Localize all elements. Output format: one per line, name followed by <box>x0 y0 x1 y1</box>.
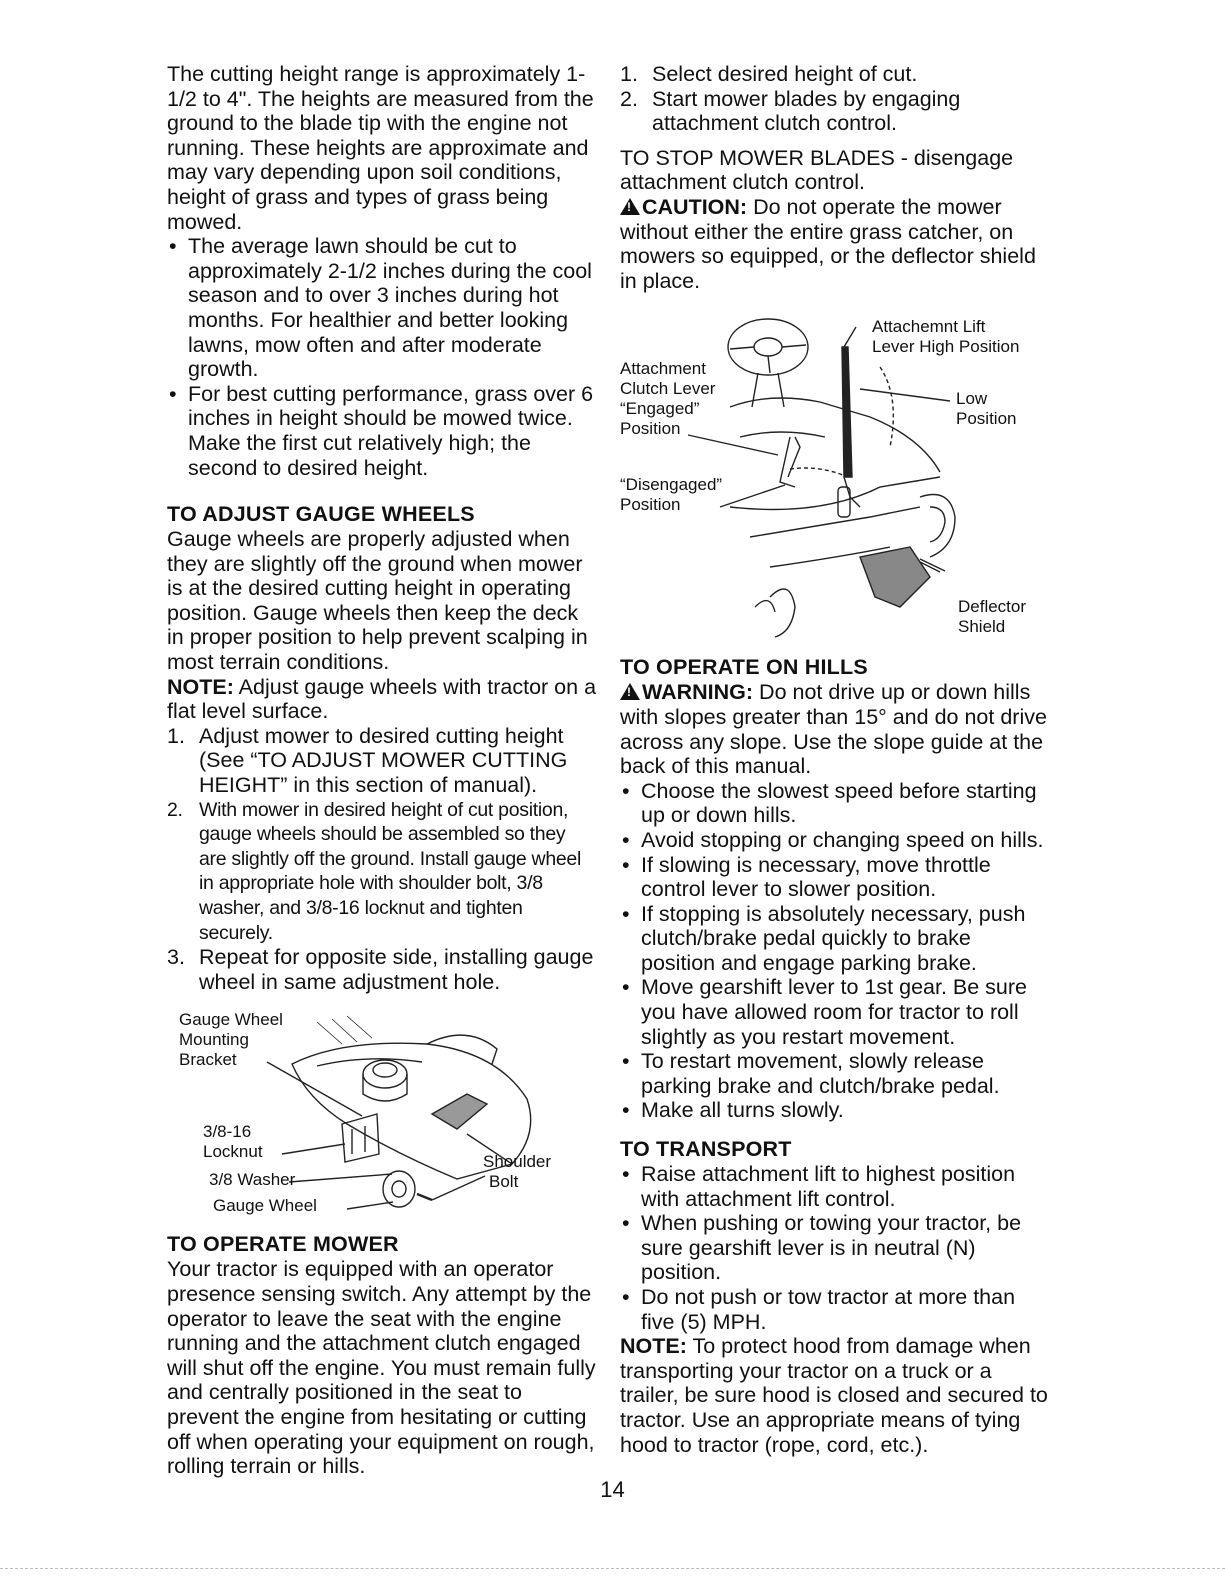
note-label: NOTE: <box>167 674 234 699</box>
hills-list <box>620 779 1050 1123</box>
gauge-wheel-label: Gauge Wheel <box>213 1196 317 1216</box>
step-text: Select desired height of cut. <box>652 62 918 86</box>
list-item: • Make all turns slowly. <box>620 1098 1050 1123</box>
clutch-lever-label: Clutch Lever <box>620 379 716 399</box>
step-text: Adjust mower to desired cutting height (See “TO ADJUST MOWER CUTTING HEIGHT” in this section of manual). <box>199 723 568 798</box>
gauge-note <box>167 675 597 724</box>
warning-label: WARNING: <box>642 680 754 705</box>
low-position-label: Position <box>956 409 1017 429</box>
operate-mower-text: Your tractor is equipped with an operator presence sensing switch. Any attempt by the operator to leave the seat with the engine running and the attachment clutch engaged will shut off the engine. You must remain fully and centrally positioned in the seat to prevent the engine from hesitating or cutting off when operating your equipment on rough, rolling terrain or hills. <box>167 1257 596 1479</box>
tractor-figure <box>620 307 1050 647</box>
list-item <box>620 62 1050 87</box>
disengaged-position-label: Position <box>620 495 681 515</box>
list-item <box>167 724 597 798</box>
bottom-divider <box>0 1568 1225 1569</box>
transport-note <box>620 1334 1050 1457</box>
clutch-lever-label: “Engaged” <box>620 399 700 419</box>
cutting-tips-list <box>167 234 597 480</box>
deflector-shield-label: Deflector <box>958 597 1027 617</box>
list-item: • Avoid stopping or changing speed on hills. <box>620 828 1050 853</box>
note-text: Adjust gauge wheels with tractor on a flat level surface. <box>167 674 597 724</box>
shoulder-bolt-label: Bolt <box>489 1172 519 1192</box>
step-number: 1. <box>620 62 638 86</box>
shoulder-bolt-label: Shoulder <box>483 1152 552 1172</box>
transport-heading: TO TRANSPORT <box>620 1137 792 1162</box>
list-item: • Raise attachment lift to highest position with attachment lift control. <box>620 1162 1050 1211</box>
hills-heading: TO OPERATE ON HILLS <box>620 655 868 680</box>
deflector-shield-label: Shield <box>958 617 1006 637</box>
low-position-label: Low <box>956 389 988 409</box>
step-number: 3. <box>167 945 185 970</box>
cutting-height-intro: The cutting height range is approximately 1-1/2 to 4". The heights are measured from the ground to the blade tip with the engine not running. These heights are approximate and may vary depending upon soil conditions, height of grass and types of grass being mowed. <box>167 62 594 234</box>
list-item: • Do not push or tow tractor at more than five (5) MPH. <box>620 1285 1050 1334</box>
gauge-steps-list <box>167 724 597 995</box>
step-number: 2. <box>620 86 638 111</box>
list-item <box>167 945 597 994</box>
gauge-wheel-figure <box>167 1004 597 1226</box>
disengaged-position-label: “Disengaged” <box>620 475 723 495</box>
stop-blades-text: TO STOP MOWER BLADES - disengage attachment clutch control. <box>620 145 1014 195</box>
gauge-wheels-text: Gauge wheels are properly adjusted when they are slightly off the ground when mower is at the desired cutting height in operating position. Gauge wheels then keep the deck in proper position to help prevent scalping in most terrain conditions. <box>167 527 588 675</box>
right-column <box>620 62 1050 1457</box>
list-item <box>167 798 597 946</box>
gauge-wheel-bracket-label: Gauge Wheel <box>179 1010 283 1030</box>
note-text: To protect hood from damage when transporting your tractor on a truck or a trailer, be sure hood is closed and secured to tractor. Use an appropriate means of tying hood to tractor (rope, cord, etc.). <box>620 1334 1048 1457</box>
step-text: With mower in desired height of cut position, gauge wheels should be assembled so they are slightly off the ground. Install gauge wheel in appropriate hole with shoulder bolt, 3/8 washer, and 3/8-16 locknut and tighten securely. <box>199 798 581 944</box>
gauge-wheel-bracket-label: Mounting <box>179 1030 249 1050</box>
gauge-wheel-bracket-label: Bracket <box>179 1050 237 1070</box>
list-item: • If stopping is absolutely necessary, push clutch/brake pedal quickly to brake position and engage parking brake. <box>620 902 1050 976</box>
lift-lever-label: Attachemnt Lift <box>872 317 986 337</box>
operate-mower-heading: TO OPERATE MOWER <box>167 1232 399 1257</box>
lift-lever-label: Lever High Position <box>872 337 1020 357</box>
list-item <box>620 87 1050 136</box>
gauge-wheels-heading: TO ADJUST GAUGE WHEELS <box>167 502 475 527</box>
list-item: • Move gearshift lever to 1st gear. Be sure you have allowed room for tractor to roll slightly as you restart movement. <box>620 975 1050 1049</box>
page-number: 14 <box>600 1477 625 1502</box>
list-item: • If slowing is necessary, move throttle control lever to slower position. <box>620 853 1050 902</box>
warning-triangle-icon <box>620 198 640 215</box>
step-number: 1. <box>167 723 185 748</box>
warning-triangle-icon <box>620 683 640 700</box>
list-item: • Choose the slowest speed before starting up or down hills. <box>620 779 1050 828</box>
step-number: 2. <box>167 798 183 821</box>
warning-notice <box>620 680 1050 778</box>
list-item: • For best cutting performance, grass over 6 inches in height should be mowed twice. Make the first cut relatively high; the second to desired height. <box>167 382 597 480</box>
locknut-label: Locknut <box>203 1142 263 1162</box>
warning-text: Do not drive up or down hills with slopes greater than 15° and do not drive across any slope. Use the slope guide at the back of this manual. <box>620 680 1047 779</box>
list-item: • To restart movement, slowly release parking brake and clutch/brake pedal. <box>620 1049 1050 1098</box>
caution-label: CAUTION: <box>642 194 748 219</box>
start-steps-list <box>620 62 1050 136</box>
list-item: • The average lawn should be cut to approximately 2-1/2 inches during the cool season and to over 3 inches during hot months. For healthier and better looking lawns, mow often and after moderate growth. <box>167 234 597 382</box>
locknut-label: 3/8-16 <box>203 1122 252 1142</box>
note-label: NOTE: <box>620 1334 687 1359</box>
list-item: • When pushing or towing your tractor, be sure gearshift lever is in neutral (N) position. <box>620 1211 1050 1285</box>
caution-notice <box>620 195 1050 293</box>
transport-list <box>620 1162 1050 1334</box>
clutch-lever-label: Position <box>620 419 681 439</box>
clutch-lever-label: Attachment <box>620 359 706 379</box>
caution-text: Do not operate the mower without either the entire grass catcher, on mowers so equipped, or the deflector shield in place. <box>620 194 1036 293</box>
left-column <box>167 62 597 1479</box>
step-text: Start mower blades by engaging attachment clutch control. <box>652 86 961 136</box>
step-text: Repeat for opposite side, installing gauge wheel in same adjustment hole. <box>199 945 594 994</box>
washer-label: 3/8 Washer <box>209 1170 296 1190</box>
